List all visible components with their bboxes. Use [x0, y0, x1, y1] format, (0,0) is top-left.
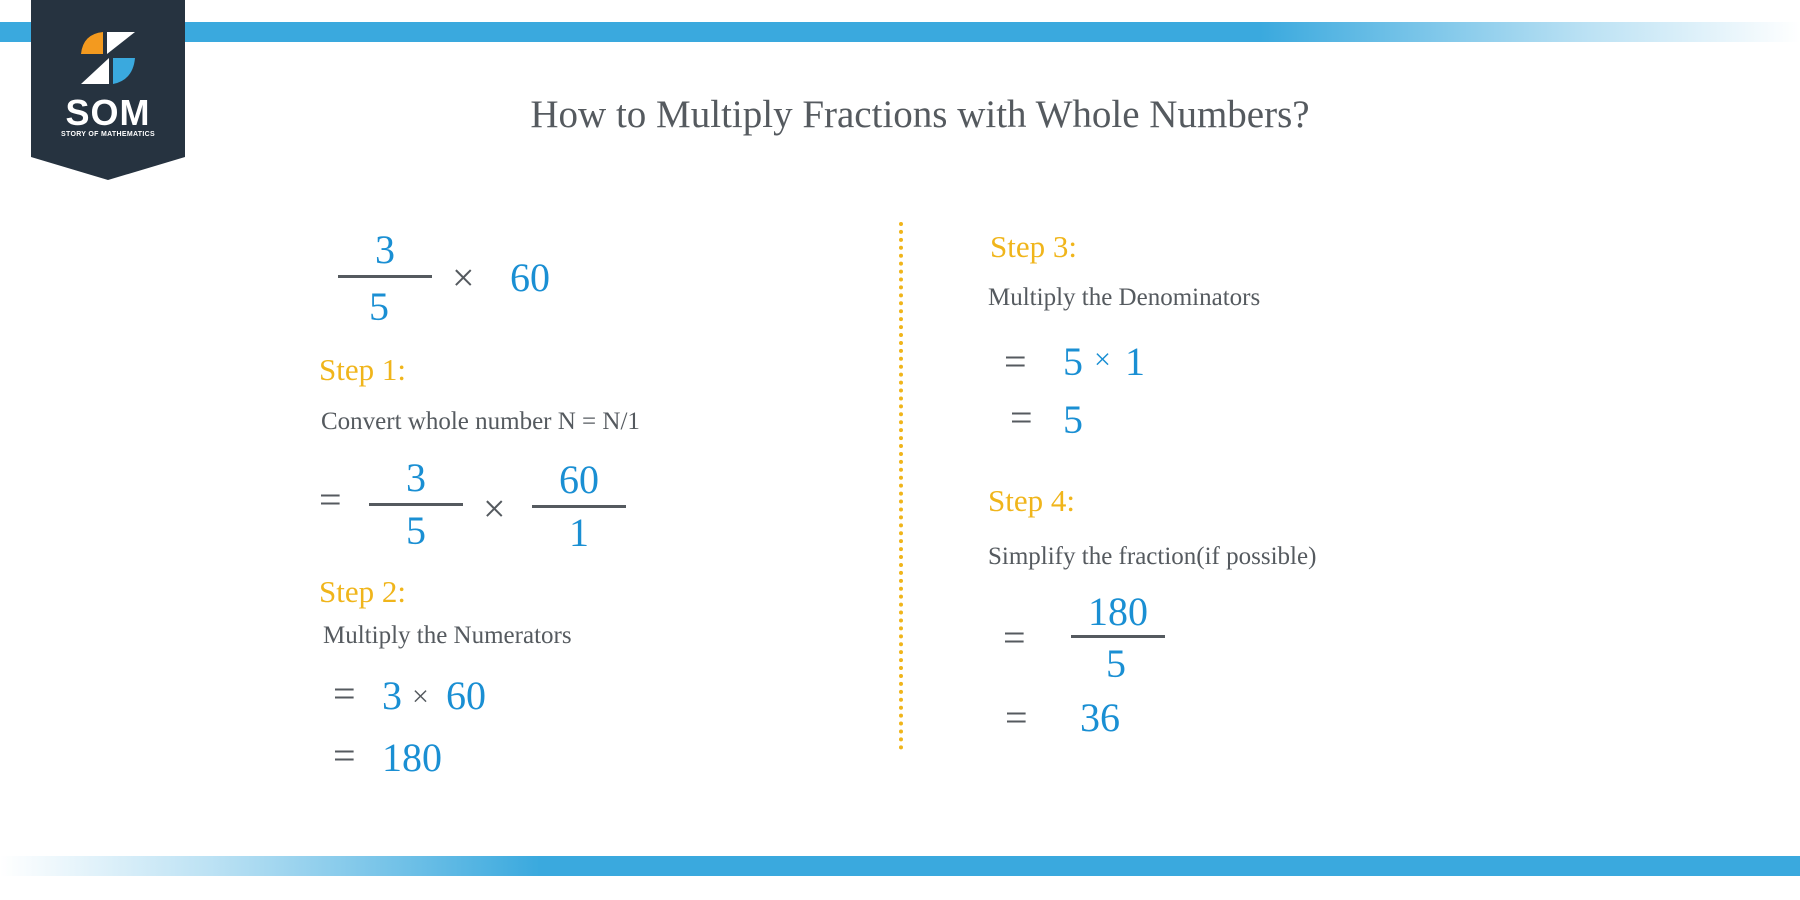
logo-subtitle: STORY OF MATHEMATICS	[61, 131, 155, 138]
som-logo	[31, 0, 185, 180]
bottom-accent-bar	[0, 856, 1800, 876]
step2-line2-result: 180	[382, 735, 442, 780]
step1-equals: =	[319, 477, 342, 522]
step3-line1-b: 1	[1125, 339, 1145, 384]
step4-label: Step 4:	[988, 483, 1075, 518]
logo-wordmark: SOM	[65, 92, 151, 133]
step1-description: Convert whole number N = N/1	[321, 408, 640, 435]
step1-frac1-bar	[369, 503, 463, 506]
step2-line1-b: 60	[446, 673, 486, 718]
step2-line2-equals: =	[333, 733, 356, 778]
step1-frac2-bar	[532, 505, 626, 508]
problem-fraction-bar	[338, 275, 432, 278]
step4-line1-equals: =	[1003, 615, 1026, 660]
step3-line1-times: ×	[1094, 343, 1111, 376]
problem-whole-number: 60	[510, 255, 550, 300]
step4-fraction-bar	[1071, 635, 1165, 638]
top-accent-bar	[0, 22, 1800, 42]
problem-denominator: 5	[369, 284, 389, 329]
page-title: How to Multiply Fractions with Whole Numbers?	[530, 93, 1310, 136]
step3-line2-equals: =	[1010, 395, 1033, 440]
step4-line2-equals: =	[1005, 695, 1028, 740]
step2-line1-a: 3	[382, 673, 402, 718]
step4-denominator: 5	[1106, 641, 1126, 686]
step3-line1-a: 5	[1063, 339, 1083, 384]
problem-numerator: 3	[375, 227, 395, 272]
step3-label: Step 3:	[990, 229, 1077, 264]
step2-description: Multiply the Numerators	[323, 622, 572, 649]
problem-times-sign: ×	[452, 255, 475, 300]
step2-label: Step 2:	[319, 574, 406, 609]
step1-frac2-denominator: 1	[569, 510, 589, 555]
step3-line1-equals: =	[1004, 339, 1027, 384]
step1-frac1-denominator: 5	[406, 508, 426, 553]
step1-frac2-numerator: 60	[559, 457, 599, 502]
logo-badge-shape	[31, 0, 185, 180]
step4-numerator: 180	[1088, 589, 1148, 634]
step2-line1-times: ×	[412, 680, 429, 713]
step4-description: Simplify the fraction(if possible)	[988, 543, 1317, 570]
step4-line2-result: 36	[1080, 695, 1120, 740]
step1-frac1-numerator: 3	[406, 455, 426, 500]
step1-times-sign: ×	[483, 486, 506, 531]
step1-label: Step 1:	[319, 352, 406, 387]
column-divider	[899, 222, 903, 750]
step3-description: Multiply the Denominators	[988, 284, 1261, 311]
step2-line1-equals: =	[333, 671, 356, 716]
step3-line2-result: 5	[1063, 397, 1083, 442]
